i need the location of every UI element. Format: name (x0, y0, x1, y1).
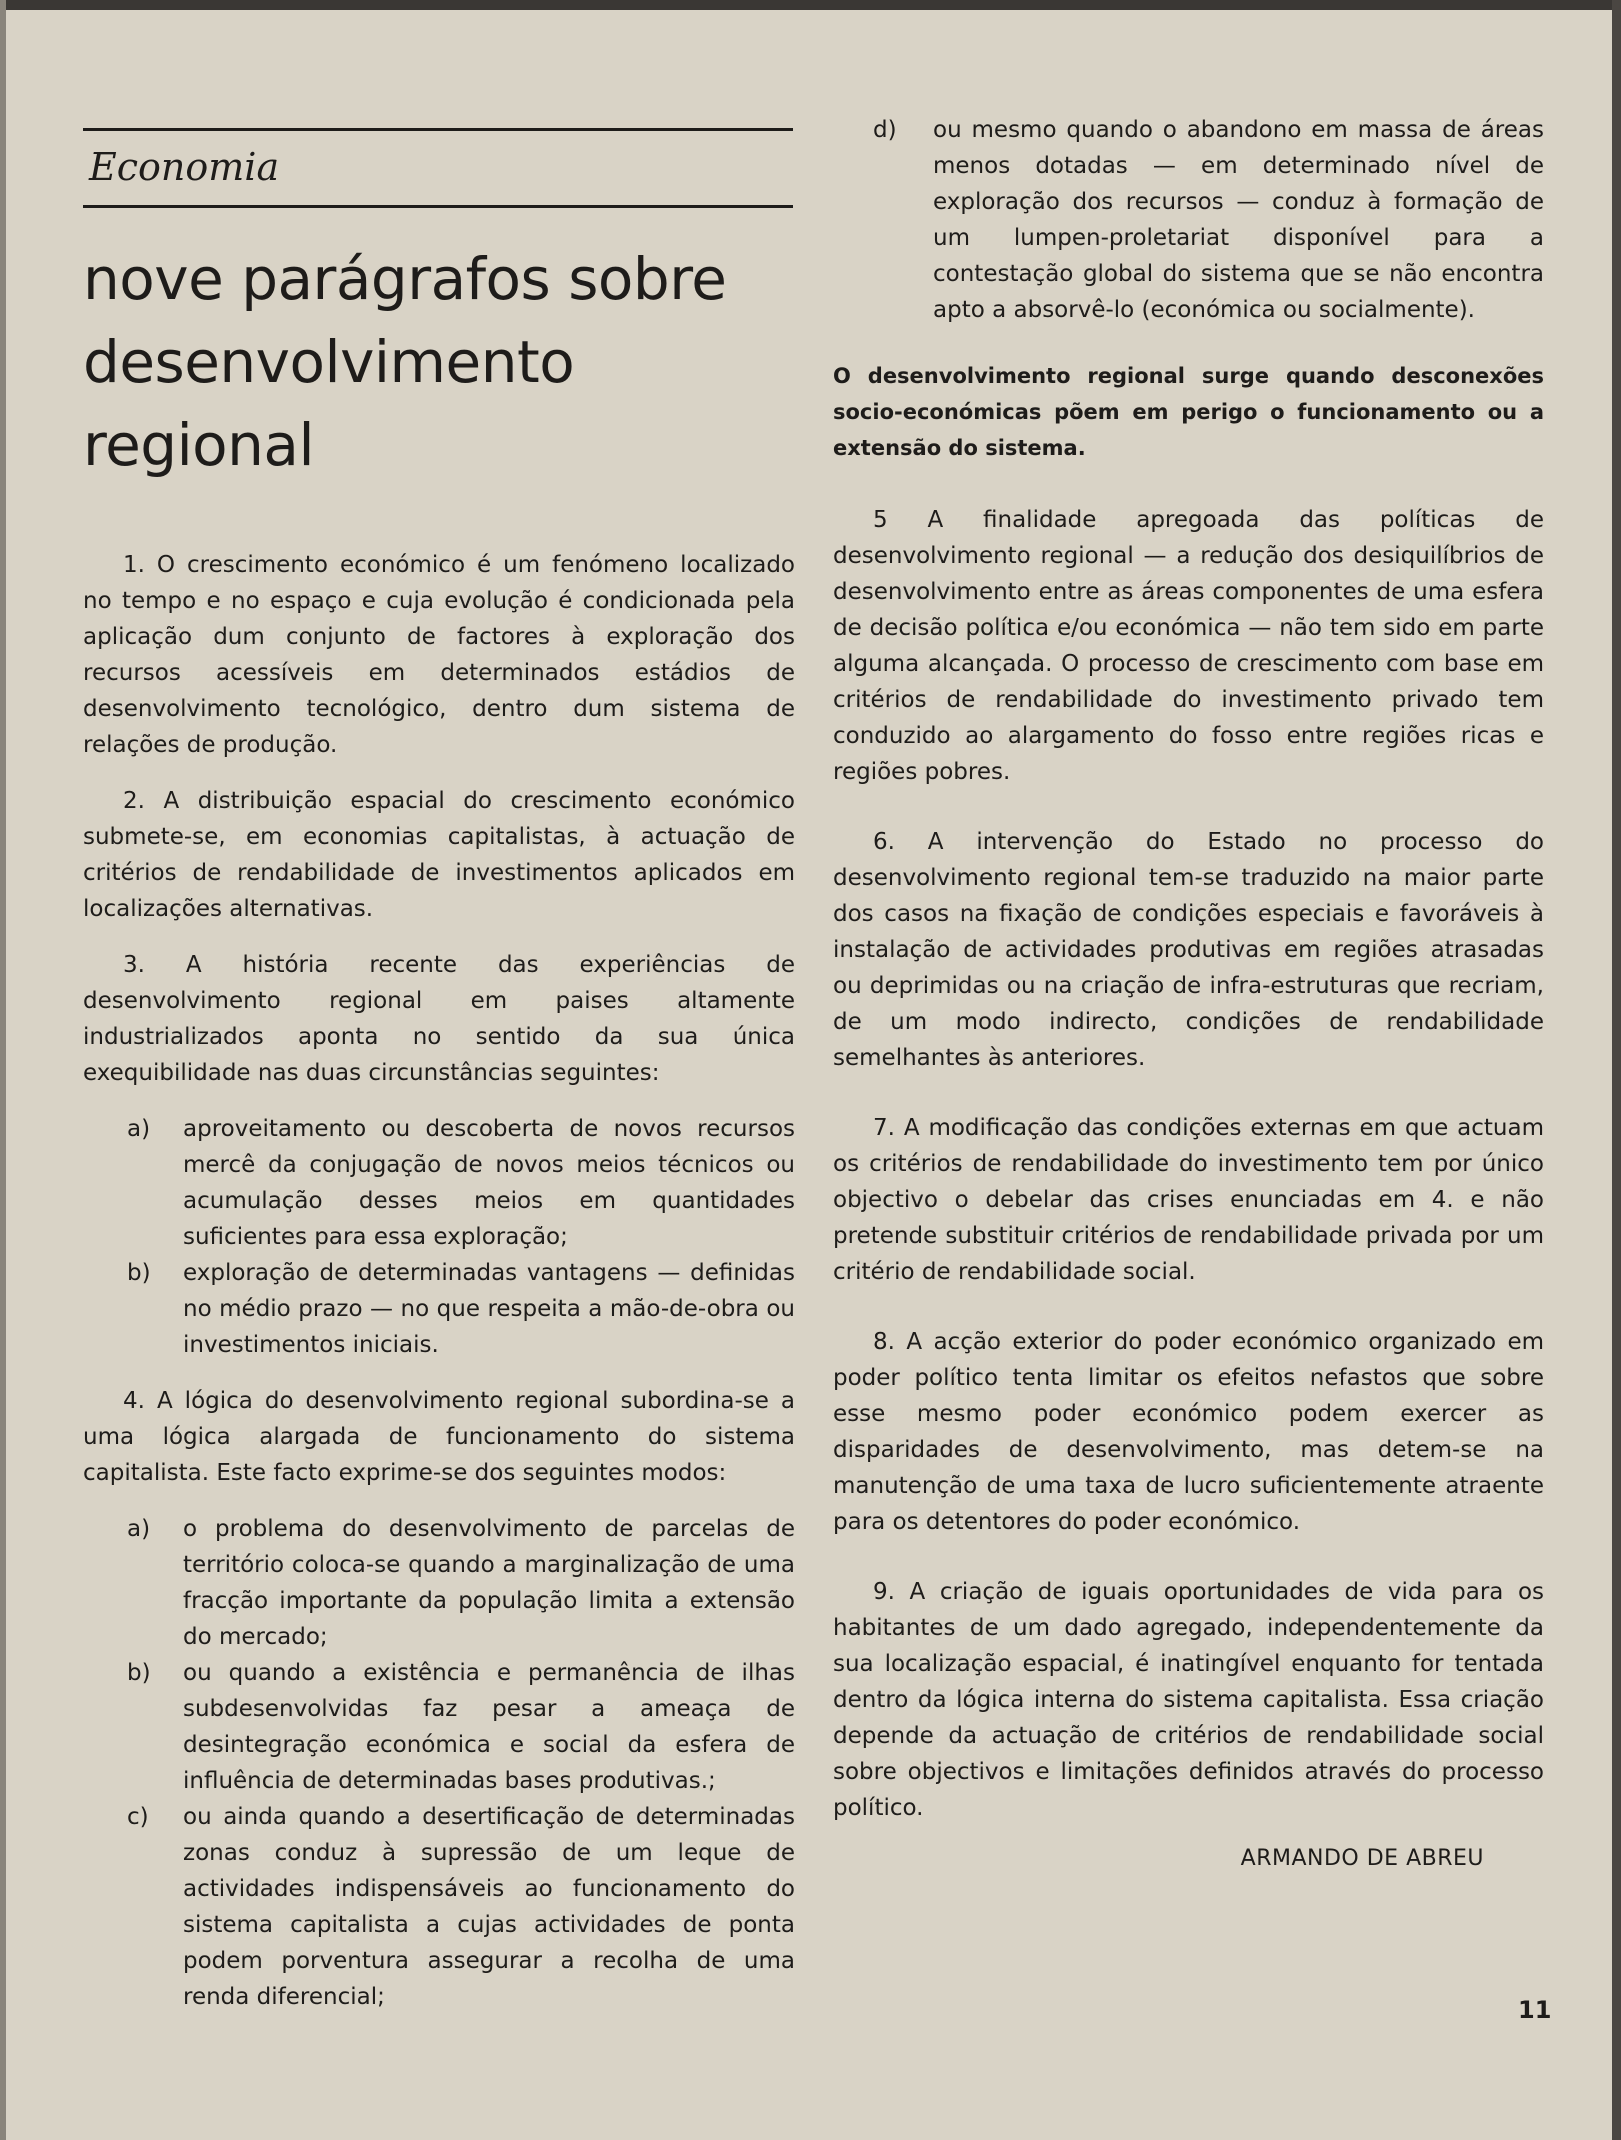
list-4 (83, 1511, 795, 2015)
page-number: 11 (1518, 1996, 1552, 2024)
list-text: ou mesmo quando o abandono em massa de áreas menos dotadas — em determinado nível de exploração dos recursos — conduz à formação de um lumpen-proletariat disponível para a contestação global do sistema que se não encontra apto a absorvê-lo (económica ou socialmente). (933, 117, 1544, 323)
list-item (83, 1655, 795, 1799)
paragraph-7: 7. A modificação das condições externas em que actuam os critérios de rendabilidade do investimento tem por único objectivo o debelar das crises enunciadas em 4. e não pretende substituir critérios de rendabilidade privada por um critério de rendabilidade social. (833, 1115, 1544, 1285)
list-3 (83, 1111, 795, 1363)
right-column (833, 112, 1544, 1871)
list-item (83, 1799, 795, 2015)
left-column (83, 128, 795, 2035)
paragraph-3: 3. A história recente das experiências de desenvolvimento regional em paises altamente industrializados aponta no sentido da sua única exequibilidade nas duas circunstâncias seguintes: (83, 951, 795, 1086)
list-text: ou quando a existência e permanência de ilhas subdesenvolvidas faz pesar a ameaça de desintegração económica e social da esfera de influência de determinadas bases produtivas.; (183, 1659, 795, 1794)
list-text: ou ainda quando a desertificação de determinadas zonas conduz à supressão de um leque de actividades indispensáveis ao funcionamento do sistema capitalista a cujas actividades de ponta podem porventura assegurar a recolha de uma renda diferencial; (183, 1803, 795, 2010)
paragraph-8: 8. A acção exterior do poder económico organizado em poder político tenta limitar os efeitos nefastos que sobre esse mesmo poder económico podem exercer as disparidades de desenvolvimento, mas detem-se na manutenção de uma taxa de lucro suficientemente atraente para os detentores do poder económico. (833, 1329, 1544, 1535)
list-marker: d) (873, 117, 897, 143)
section-label: Economia (89, 145, 280, 189)
list-marker: b) (127, 1659, 151, 1686)
list-item (83, 1511, 795, 1655)
list-text: o problema do desenvolvimento de parcelas de território coloca-se quando a marginalização de uma fracção importante da população limita a extensão do mercado; (183, 1515, 795, 1650)
list-marker: c) (127, 1803, 149, 1830)
author-signature: ARMANDO DE ABREU (1240, 1846, 1484, 1871)
list-text: aproveitamento ou descoberta de novos recursos mercê da conjugação de novos meios técnicos ou acumulação desses meios em quantidades suficientes para essa exploração; (183, 1115, 795, 1250)
paragraph-9: 9. A criação de iguais oportunidades de vida para os habitantes de um dado agregado, independentemente da sua localização espacial, é inatingível enquanto for tentada dentro da lógica interna do sistema capitalista. Essa criação depende da actuação de critérios de rendabilidade social sobre objectivos e limitações definidos através do processo político. (833, 1579, 1544, 1821)
page-left-edge (0, 0, 6, 2140)
bottom-rule (83, 205, 793, 208)
page-right-edge (1612, 0, 1621, 2140)
article-headline: nove parágrafos sobre desenvolvimento regional (83, 244, 727, 479)
list-text: exploração de determinadas vantagens — definidas no médio prazo — no que respeita a mão-de-obra ou investimentos iniciais. (183, 1259, 795, 1358)
list-item (83, 1111, 795, 1255)
paragraph-2: 2. A distribuição espacial do crescimento económico submete-se, em economias capitalistas, à actuação de critérios de rendabilidade de investimentos aplicados em localizações alternativas. (83, 787, 795, 922)
list-marker: a) (127, 1115, 151, 1142)
paragraph-6: 6. A intervenção do Estado no processo do desenvolvimento regional tem-se traduzido na maior parte dos casos na fixação de condições especiais e favoráveis à instalação de actividades produtivas em regiões atrasadas ou deprimidas ou na criação de infra-estruturas que recriam, de um modo indirecto, condições de rendabilidade semelhantes às anteriores. (833, 829, 1544, 1071)
list-4-continued (833, 112, 1544, 328)
list-item (83, 1255, 795, 1363)
list-item (833, 112, 1544, 328)
highlight-statement: O desenvolvimento regional surge quando desconexões socio-económicas põem em perigo o funcionamento ou a extensão do sistema. (833, 364, 1544, 460)
page-top-edge (0, 0, 1621, 10)
list-marker: b) (127, 1259, 151, 1286)
paragraph-1: 1. O crescimento económico é um fenómeno localizado no tempo e no espaço e cuja evolução é condicionada pela aplicação dum conjunto de factores à exploração dos recursos acessíveis em determinados estádios de desenvolvimento tecnológico, dentro dum sistema de relações de produção. (83, 551, 795, 758)
paragraph-5: 5 A finalidade apregoada das políticas de desenvolvimento regional — a redução dos desiquilíbrios de desenvolvimento entre as áreas componentes de uma esfera de decisão política e/ou económica — não tem sido em parte alguma alcançada. O processo de crescimento com base em critérios de rendabilidade do investimento privado tem conduzido ao alargamento do fosso entre regiões ricas e regiões pobres. (833, 507, 1544, 785)
paragraph-4: 4. A lógica do desenvolvimento regional subordina-se a uma lógica alargada de funcionamento do sistema capitalista. Este facto exprime-se dos seguintes modos: (83, 1387, 795, 1486)
top-rule (83, 128, 793, 131)
list-marker: a) (127, 1515, 151, 1542)
